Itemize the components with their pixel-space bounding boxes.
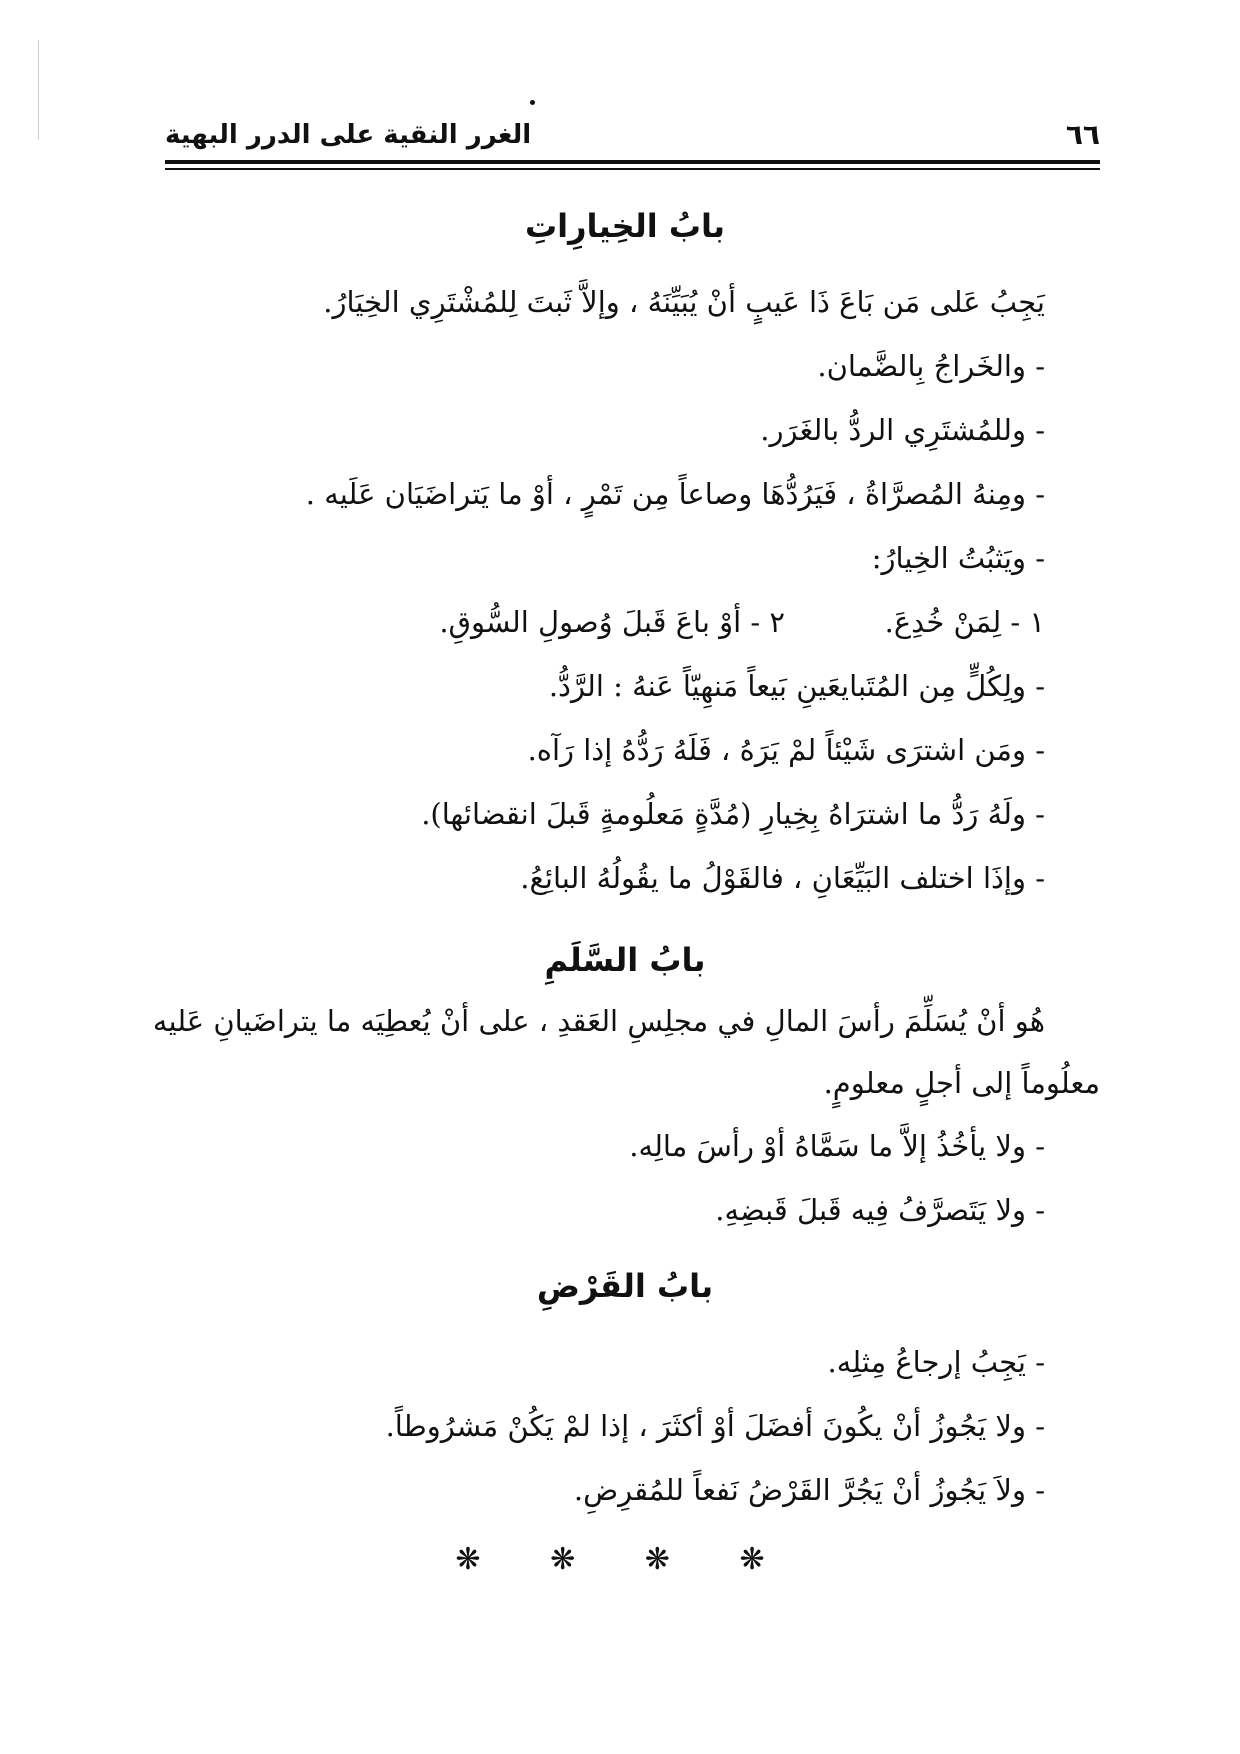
condition-2: ٢ - أوْ باعَ قَبلَ وُصولِ السُّوقِ. bbox=[439, 605, 785, 639]
paragraph: - ويَثبُتُ الخِيارُ: bbox=[871, 541, 1045, 575]
paragraph: - ولِكُلٍّ مِن المُتَبايعَينِ بَيعاً مَنهِيّاً عَنهُ : الرَّدُّ. bbox=[548, 669, 1045, 703]
paragraph: - والخَراجُ بِالضَّمان. bbox=[817, 349, 1045, 383]
running-header bbox=[165, 118, 1100, 158]
numbered-conditions-row bbox=[150, 590, 1100, 654]
paragraph: - ولاَ يَجُوزُ أنْ يَجُرَّ القَرْضُ نَفعاً للمُقرِضِ. bbox=[573, 1473, 1045, 1507]
chapter-heading-khiyarat: بابُ الخِيارِاتِ bbox=[525, 207, 725, 245]
condition-1: ١ - لِمَنْ خُدِعَ. bbox=[884, 605, 1045, 639]
chapter-heading-qard: بابُ القَرْضِ bbox=[536, 1267, 714, 1305]
section-end-ornament: ❋ ❋ ❋ ❋ bbox=[455, 1542, 795, 1577]
paragraph: - يَجِبُ إرجاعُ مِثلِه. bbox=[827, 1345, 1045, 1379]
header-rule-thin bbox=[165, 168, 1100, 170]
header-rule-thick bbox=[165, 160, 1100, 164]
paragraph: - ومِنهُ المُصرَّاةُ ، فَيَرُدُّهَا وصاعاً مِن تَمْرٍ ، أوْ ما يَتراضَيَان عَلَيه . bbox=[305, 477, 1045, 511]
paragraph: - ولا يَجُوزُ أنْ يكُونَ أفضَلَ أوْ أكثَرَ ، إذا لمْ يَكُنْ مَشرُوطاً. bbox=[385, 1409, 1045, 1443]
paragraph: - ولا يأخُذُ إلاَّ ما سَمَّاهُ أوْ رأسَ مالِه. bbox=[629, 1129, 1045, 1163]
paragraph: يَجِبُ عَلى مَن بَاعَ ذَا عَيبٍ أنْ يُبَيِّنَهُ ، وإلاَّ ثَبتَ لِلمُشْتَرِي الخِيَارُ. bbox=[323, 285, 1045, 319]
page-number: ٦٦ bbox=[1065, 118, 1100, 151]
page-content bbox=[150, 196, 1100, 1577]
book-title: الغرر النقية على الدرر البهية bbox=[165, 120, 532, 150]
paragraph: - ومَن اشترَى شَيْئاً لمْ يَرَهُ ، فَلَهُ رَدُّهُ إذا رَآه. bbox=[527, 733, 1045, 767]
paragraph: - ولا يَتَصرَّفُ فِيه قَبلَ قَبضِهِ. bbox=[715, 1193, 1045, 1227]
chapter-heading-salam: بابُ السَّلَمِ bbox=[544, 941, 706, 979]
paragraph: - وإذَا اختلف البَيِّعَانِ ، فالقَوْلُ ما يقُولُهُ البائِعُ. bbox=[520, 861, 1045, 895]
paragraph: - ولَهُ رَدُّ ما اشترَاهُ بِخِيارِ (مُدَّةٍ مَعلُومةٍ قَبلَ انقضائها). bbox=[421, 797, 1045, 831]
salam-definition: هُو أنْ يُسَلِّمَ رأسَ المالِ في مجلِسِ العَقدِ ، على أنْ يُعطِيَه ما يتراضَيانِ عَليه معلُوماً إلى أجلٍ معلومٍ. bbox=[152, 1004, 1100, 1100]
header-dot bbox=[530, 100, 535, 105]
scan-edge-mark bbox=[38, 40, 39, 140]
paragraph: - وللمُشتَرِي الردُّ بالغَرَر. bbox=[760, 413, 1045, 447]
